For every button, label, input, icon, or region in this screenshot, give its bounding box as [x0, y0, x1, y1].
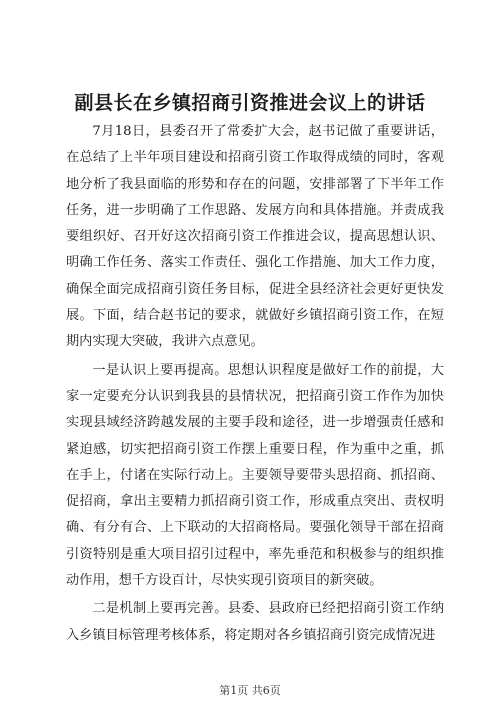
paragraph: 一是认识上要再提高。思想认识程度是做好工作的前提，大家一定要充分认识到我县的县情状况，把招商引资工作作为加快实现县域经济跨越发展的主要手段和途径，进一步增强责任感和紧迫感，切实把招商引资工作摆上重要日程，作为重中之重，抓在手上，付诸在实际行动上。主要领导要带头思招商、抓招商、促招商，拿出主要精力抓招商引资工作，形成重点突出、责权明确、有分有合、上下联动的大招商格局。要强化领导干部在招商引资特别是重大项目招引过程中，率先垂范和积极参与的组织推动作用，想千方设百计，尽快实现引资项目的新突破。: [66, 362, 444, 589]
document-title: 副县长在乡镇招商引资推进会议上的讲话: [74, 92, 426, 114]
paragraph: 二是机制上要再完善。县委、县政府已经把招商引资工作纳入乡镇目标管理考核体系，将定期对各乡镇招商引资完成情况进: [66, 601, 444, 643]
page-number-footer: 第1页 共6页: [219, 684, 281, 697]
paragraph: 7月18日，县委召开了常委扩大会，赵书记做了重要讲话，在总结了上半年项目建设和招商引资工作取得成绩的同时，客观地分析了我县面临的形势和存在的问题，安排部署了下半年工作任务，进一步明确了工作思路、发展方向和具体措施。并责成我要组织好、召开好这次招商引资工作推进会议，提高思想认识、明确工作任务、落实工作责任、强化工作措施、加大工作力度，确保全面完成招商引资任务目标，促进全县经济社会更好更快发展。下面，结合赵书记的要求，就做好乡镇招商引资工作，在短期内实现大突破，我讲六点意见。: [66, 124, 444, 350]
document-body: [66, 119, 444, 651]
